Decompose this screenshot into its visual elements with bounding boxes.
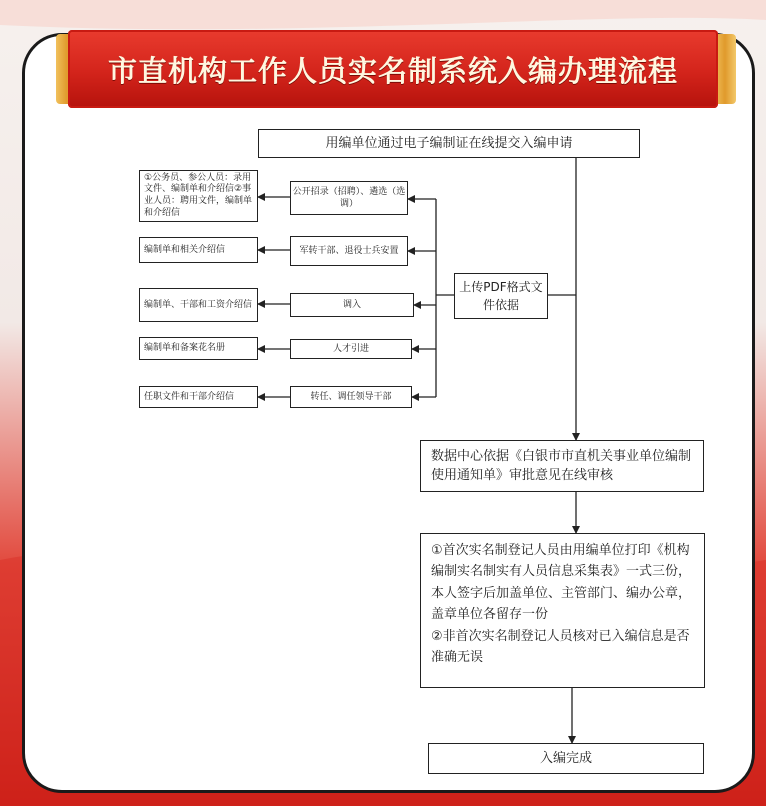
completion-box: 入编完成 [428, 743, 704, 774]
submit-application-box: 用编单位通过电子编制证在线提交入编申请 [258, 129, 640, 158]
path-box-transfer-in: 调入 [290, 293, 414, 317]
path-box-leader-transfer: 转任、调任领导干部 [290, 386, 412, 408]
doc-box-civil-servants: ①公务员、参公人员：录用文件、编制单和介绍信②事业人员：聘用文件，编制单和介绍信 [139, 170, 258, 222]
doc-box-military: 编制单和相关介绍信 [139, 237, 258, 263]
doc-box-leader: 任职文件和干部介绍信 [139, 386, 258, 408]
online-review-box: 数据中心依据《白银市市直机关事业单位编制使用通知单》审批意见在线审核 [420, 440, 704, 492]
page-title: 市直机构工作人员实名制系统入编办理流程 [107, 53, 678, 88]
path-box-recruitment: 公开招录（招聘）、遴选（选调） [290, 181, 408, 215]
path-box-military-transfer: 军转干部、退役士兵安置 [290, 236, 408, 266]
print-form-box: ①首次实名制登记人员由用编单位打印《机构编制实名制实有人员信息采集表》一式三份，本人签字后加盖单位、主管部门、编办公章，盖章单位各留存一份 ②非首次实名制登记人员核对已入编信息是否准确无误 [420, 533, 705, 688]
upload-pdf-box: 上传PDF格式文件依据 [454, 273, 548, 319]
path-box-talent: 人才引进 [290, 339, 412, 359]
doc-box-transfer-in: 编制单、干部和工资介绍信 [139, 288, 258, 322]
doc-box-talent: 编制单和备案花名册 [139, 337, 258, 360]
